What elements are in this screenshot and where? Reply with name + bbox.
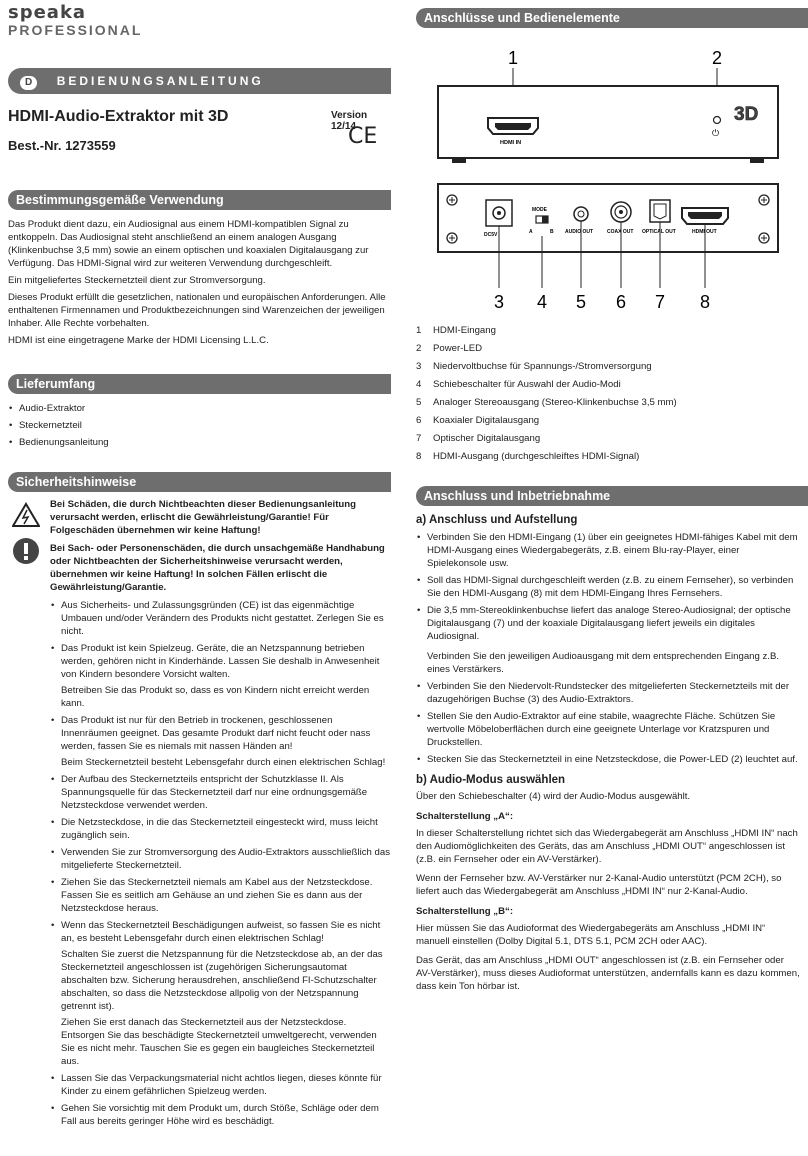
electric-warning-icon (12, 502, 40, 528)
device-front-diagram (416, 40, 800, 170)
legend-list (416, 322, 800, 466)
manual-bar: D BEDIENUNGSANLEITUNG (8, 68, 391, 94)
list-item: • Verbinden Sie den Niedervolt-Rundstecker des mitgelieferten Steckernetzteils mit der dazugehörigen Buchse (3) des Audio-Extraktors. (416, 680, 800, 706)
device-back-diagram (416, 180, 800, 315)
safety-list (50, 599, 391, 1128)
list-item: 6 Koaxialer Digitalausgang (416, 415, 540, 426)
switch-label: B (550, 229, 554, 235)
brand-logo: speaka PROFESSIONAL (8, 2, 143, 38)
callout-number: 5 (576, 292, 587, 312)
port-label: HDMI OUT (692, 229, 717, 235)
callout-number: 6 (616, 292, 627, 312)
callout-number: 1 (508, 48, 519, 68)
list-item: • Wenn das Steckernetzteil Beschädigungen aufweist, so fassen Sie es nicht an, es besteht Lebensgefahr durch einen elektrischen Schlag! Schalten Sie zuerst die Netzspannung für die Netzsteckdose ab, an der das Steckernetzteil angeschlossen ist (zugehörigen Sicherungsautomat abschalten bzw. Sicherung herausdrehen, anschließend FI-Schutzschalter abschalten, so dass die Netzsteckdose allpolig von der Netzspannung getrennt ist). Ziehen Sie erst danach das Steckernetzteil aus der Netzsteckdose. Entsorgen Sie das beschädigte Steckernetzteil umweltgerecht, verwenden Sie es nicht mehr. Tauschen Sie es gegen ein baugleiches Steckernetzteil aus. (50, 919, 391, 1068)
subsection-title: b) Audio-Modus auswählen (416, 774, 566, 786)
list-item: • Das Produkt ist kein Spielzeug. Geräte, die an Netzspannung betrieben werden, gehören nicht in Kinderhände. Lassen Sie deshalb in Anwesenheit von Kindern besondere Vorsicht walten. Betreiben Sie das Produkt so, dass es von Kindern nicht erreicht werden kann. (50, 642, 391, 710)
switch-position-title: Schalterstellung „B“: (416, 906, 514, 917)
port-label: DC5V (484, 232, 498, 238)
ce-mark: CE (348, 124, 378, 149)
list-item: • Steckernetzteil (8, 419, 391, 432)
section-title: Anschlüsse und Bedienelemente (416, 8, 808, 28)
power-icon: ⏻ (712, 129, 720, 139)
list-item: 5 Analoger Stereoausgang (Stereo-Klinkenbuchse 3,5 mm) (416, 397, 677, 408)
section-title: Lieferumfang (8, 374, 391, 394)
list-item: • Verwenden Sie zur Stromversorgung des Audio-Extraktors ausschließlich das mitgelieferte Steckernetzteil. (50, 846, 391, 872)
section-title: Bestimmungsgemäße Verwendung (8, 190, 391, 210)
port-label: COAX OUT (607, 229, 634, 235)
list-item: • Lassen Sie das Verpackungsmaterial nicht achtlos liegen, dieses könnte für Kinder zu einem gefährlichen Spielzeug werden. (50, 1072, 391, 1098)
list-item: • Der Aufbau des Steckernetzteils entspricht der Schutzklasse II. Als Spannungsquelle für das Steckernetzteil darf nur eine ordnungsgemäße Netzsteckdose verwendet werden. (50, 773, 391, 812)
list-item: • Gehen Sie vorsichtig mit dem Produkt um, durch Stöße, Schläge oder dem Fall aus bereits geringer Höhe wird es beschädigt. (50, 1102, 391, 1128)
callout-number: 8 (700, 292, 711, 312)
callout-number: 7 (655, 292, 666, 312)
list-item: 1 HDMI-Eingang (416, 325, 496, 336)
version: Version 12/14 (331, 110, 368, 132)
safety-body: Bei Schäden, die durch Nichtbeachten dieser Bedienungsanleitung verursacht werden, erlischt die Gewährleistung/Garantie! Für Folgeschäden übernehmen wir keine Haftung! Bei Sach- oder Personenschäden, die durch unsachgemäße Handhabung oder Nichtbeachten der Sicherheitshinweise verursacht werden, übernehmen wir keine Haftung! In solchen Fällen erlischt die Gewährleistung/Garantie. • Aus Sicherheits- und Zulassungsgründen (CE) ist das eigenmächtige Umbauen und/oder Verändern des Produkts nicht gestattet. Zerlegen Sie es nicht. • Das Produkt ist kein Spielzeug. Geräte, die an Netzspannung betrieben werden, gehören nicht in Kinderhände. Lassen Sie deshalb in Anwesenheit von Kindern besondere Vorsicht walten. Betreiben Sie das Produkt so, dass es von Kindern nicht erreicht werden kann. • Das Produkt ist nur für den Betrieb in trockenen, geschlossenen Innenräumen geeignet. Das gesamte Produkt darf nicht feucht oder nass werden, fassen Sie es niemals mit nassen Händen an! Beim Steckernetzteil besteht Lebensgefahr durch einen elektrischen Schlag! • Der Aufbau des Steckernetzteils entspricht der Schutzklasse II. Als Spannungsquelle für das Steckernetzteil darf nur eine ordnungsgemäße Netzsteckdose verwendet werden. • Die Netzsteckdose, in die das Steckernetzteil eingesteckt wird, muss leicht zugänglich sein. • Verwenden Sie zur Stromversorgung des Audio-Extraktors ausschließlich das mitgelieferte Steckernetzteil. • Ziehen Sie das Steckernetzteil niemals am Kabel aus der Netzsteckdose. Fassen Sie es seitlich am Gehäuse an und ziehen Sie es dann aus der Netzsteckdose heraus. • Wenn das Steckernetzteil Beschädigungen aufweist, so fassen Sie es nicht an, es besteht Lebensgefahr durch einen elektrischen Schlag! Schalten Sie zuerst die Netzspannung für die Netzsteckdose ab, an der das Steckernetzteil angeschlossen ist (zugehörigen Sicherungsautomat abschalten bzw. Sicherung herausdrehen, anschließend FI-Schutzschalter abschalten, so dass die Netzsteckdose allpolig von der Netzspannung getrennt ist). Ziehen Sie erst danach das Steckernetzteil aus der Netzsteckdose. Entsorgen Sie das beschädigte Steckernetzteil umweltgerecht, verwenden Sie es nicht mehr. Tauschen Sie es gegen ein baugleiches Steckernetzteil aus. • Lassen Sie das Verpackungsmaterial nicht achtlos liegen, dieses könnte für Kinder zu einem gefährlichen Spielzeug werden. • Gehen Sie vorsichtig mit dem Produkt um, durch Stöße, Schläge oder dem Fall aus bereits geringer Höhe wird es beschädigt. (50, 498, 391, 1132)
port-label: OPTICAL OUT (642, 229, 676, 235)
subsection-title: a) Anschluss und Aufstellung (416, 514, 578, 526)
lang-badge: D (20, 76, 37, 90)
section-title: Anschluss und Inbetriebnahme (416, 486, 808, 506)
logo-3d: 3D (734, 104, 759, 125)
section-title: Sicherheitshinweise (8, 472, 391, 492)
setup-list (416, 531, 800, 766)
list-item: 7 Optischer Digitalausgang (416, 433, 541, 444)
list-item: • Ziehen Sie das Steckernetzteil niemals am Kabel aus der Netzsteckdose. Fassen Sie es seitlich am Gehäuse an und ziehen Sie es dann aus der Netzsteckdose heraus. (50, 876, 391, 915)
port-label: HDMI IN (500, 140, 522, 146)
scope-list (8, 402, 391, 453)
order-number: Best.-Nr. 1273559 (8, 138, 116, 153)
list-item: • Stecken Sie das Steckernetzteil in eine Netzsteckdose, die Power-LED (2) leuchtet auf. (416, 753, 800, 766)
port-label: AUDIO OUT (565, 229, 594, 235)
section-body: a) Anschluss und Aufstellung • Verbinden Sie den HDMI-Eingang (1) über ein geeignetes HDMI-fähiges Kabel mit dem HDMI-Ausgang eines Wiedergabegeräts, z.B. einem Blu-ray-Player, einer Spielekonsole usw. • Soll das HDMI-Signal durchgeschleift werden (z.B. zu einem Fernseher), so verbinden Sie den HDMI-Ausgang (8) mit dem HDMI-Eingang Ihres Fernsehers. • Die 3,5 mm-Stereoklinkenbuchse liefert das analoge Stereo-Audiosignal; der optische Digitalausgang (7) und der koaxiale Digitalausgang liefert jeweils ein digitales Audiosignal. Verbinden Sie den jeweiligen Audioausgang mit dem entsprechenden Eingang z.B. eines Verstärkers. • Verbinden Sie den Niedervolt-Rundstecker des mitgelieferten Steckernetzteils mit der dazugehörigen Buchse (3) des Audio-Extraktors. • Stellen Sie den Audio-Extraktor auf eine stabile, waagrechte Fläche. Schützen Sie wertvolle Möbeloberflächen durch eine geeignete Unterlage vor Kratzspuren und Druckstellen. • Stecken Sie das Steckernetzteil in eine Netzsteckdose, die Power-LED (2) leuchtet auf. b) Audio-Modus auswählen Über den Schiebeschalter (4) wird der Audio-Modus ausgewählt. Schalterstellung „A“: In dieser Schalterstellung richtet sich das Wiedergabegerät am Anschluss „HDMI IN“ nach den Audiomöglichkeiten des Geräts, das am Anschluss „HDMI OUT“ angeschlossen ist (z.B. ein Fernseher oder ein AV-Verstärker). Wenn der Fernseher bzw. AV-Verstärker nur 2-Kanal-Audio unterstützt (PCM 2CH), so liefert auch das Wiedergabegerät am Anschluss „HDMI IN“ nur 2-Kanal-Audio. Schalterstellung „B“: Hier müssen Sie das Audioformat des Wiedergabegeräts am Anschluss „HDMI IN“ manuell einstellen (Dolby Digital 5.1, DTS 5.1, PCM 2CH oder AAC). Das Gerät, das am Anschluss „HDMI OUT“ angeschlossen ist (z.B. ein Fernseher oder AV-Verstärker), muss dieses Audioformat unterstützen, andernfalls kann es dazu kommen, dass kein Ton hörbar ist. (416, 514, 800, 993)
list-item: • Die 3,5 mm-Stereoklinkenbuchse liefert das analoge Stereo-Audiosignal; der optische Digitalausgang (7) und der koaxiale Digitalausgang liefert jeweils ein digitales Audiosignal. Verbinden Sie den jeweiligen Audioausgang mit dem entsprechenden Eingang z.B. eines Verstärkers. (416, 604, 800, 676)
list-item: • Soll das HDMI-Signal durchgeschleift werden (z.B. zu einem Fernseher), so verbinden Sie den HDMI-Ausgang (8) mit dem HDMI-Eingang Ihres Fernsehers. (416, 574, 800, 600)
list-item: • Die Netzsteckdose, in die das Steckernetzteil eingesteckt wird, muss leicht zugänglich sein. (50, 816, 391, 842)
switch-label: A (529, 229, 533, 235)
list-item: 2 Power-LED (416, 343, 483, 354)
list-item: • Verbinden Sie den HDMI-Eingang (1) über ein geeignetes HDMI-fähiges Kabel mit dem HDMI-Ausgang eines Wiedergabegeräts, z.B. einem Blu-ray-Player, einer Spielekonsole usw. (416, 531, 800, 570)
caution-icon (12, 537, 40, 565)
list-item: • Das Produkt ist nur für den Betrieb in trockenen, geschlossenen Innenräumen geeignet. Das gesamte Produkt darf nicht feucht oder nass werden, fassen Sie es niemals mit nassen Händen an! Beim Steckernetzteil besteht Lebensgefahr durch einen elektrischen Schlag! (50, 714, 391, 769)
switch-position-title: Schalterstellung „A“: (416, 811, 514, 822)
list-item: • Audio-Extraktor (8, 402, 391, 415)
product-title: HDMI-Audio-Extraktor mit 3D (8, 108, 229, 125)
callout-number: 4 (537, 292, 548, 312)
list-item: • Bedienungsanleitung (8, 436, 391, 449)
list-item: 8 HDMI-Ausgang (durchgeschleiftes HDMI-Signal) (416, 451, 640, 462)
list-item: • Stellen Sie den Audio-Extraktor auf eine stabile, waagrechte Fläche. Schützen Sie wertvolle Möbeloberflächen durch eine geeignete Unterlage vor Kratzspuren und Druckstellen. (416, 710, 800, 749)
list-item: 4 Schiebeschalter für Auswahl der Audio-Modi (416, 379, 621, 390)
callout-number: 3 (494, 292, 505, 312)
port-label: MODE (532, 207, 547, 213)
section-body: Das Produkt dient dazu, ein Audiosignal aus einem HDMI-kompatiblen Signal zu entkoppeln. Das Audiosignal steht anschließend an einem analogen Ausgang (Klinkenbuchse 3,5 mm) sowie an einem optischen und koaxialen Digitalausgang zur Verfügung. Das HDMI-Signal wird zur weiteren Verwendung durchgeschleift. Ein mitgeliefertes Steckernetzteil dient zur Stromversorgung. Dieses Produkt erfüllt die gesetzlichen, nationalen und europäischen Anforderungen. Alle enthaltenen Firmennamen und Produktbezeichnungen sind Warenzeichen der jeweiligen Inhaber. Alle Rechte vorbehalten. HDMI ist eine eingetragene Marke der HDMI Licensing L.L.C. (8, 219, 386, 346)
list-item: • Aus Sicherheits- und Zulassungsgründen (CE) ist das eigenmächtige Umbauen und/oder Verändern des Produkts nicht gestattet. Zerlegen Sie es nicht. (50, 599, 391, 638)
callout-number: 2 (712, 48, 723, 68)
list-item: 3 Niedervoltbuchse für Spannungs-/Stromversorgung (416, 361, 652, 372)
